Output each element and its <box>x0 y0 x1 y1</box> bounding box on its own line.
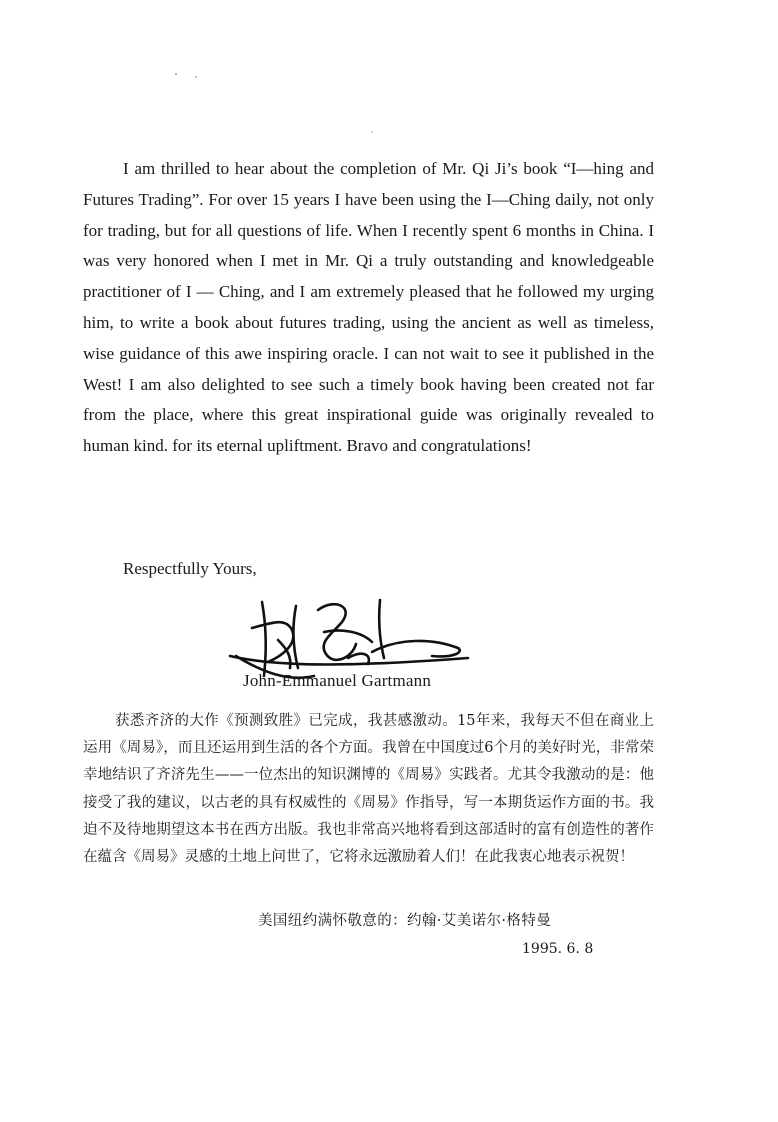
scan-specks <box>0 0 778 160</box>
chinese-translation: 获悉齐济的大作《预测致胜》已完成，我甚感激动。15年来，我每天不但在商业上运用《周易》，而且还运用到生活的各个方面。我曾在中国度过6个月的美好时光，非常荣幸地结识了齐济先生——一位杰出的知识渊博的《周易》实践者。尤其令我激动的是：他接受了我的建议，以古老的具有权威性的《周易》作指导，写一本期货运作方面的书。我迫不及待地期望这本书在西方出版。我也非常高兴地将看到这部适时的富有创造性的著作在蕴含《周易》灵感的土地上问世了，它将永远激励着人们！在此我衷心地表示祝贺！ <box>83 713 654 866</box>
chinese-signature: 美国纽约满怀敬意的：约翰·艾美诺尔·格特曼 <box>258 913 552 929</box>
letter-closing: Respectfully Yours, <box>123 559 257 578</box>
signer-name: John-Emmanuel Gartmann <box>243 671 432 690</box>
letter-date: 1995. 6. 8 <box>522 941 594 957</box>
letter-body: I am thrilled to hear about the completion of Mr. Qi Ji’s book “I—hing and Futures Trading”. For over 15 years I have been using the I—Ching daily, not only for trading, but for all questions of life. When I recently spent 6 months in China. I was very honored when I met in Mr. Qi a truly outstanding and knowledgeable practitioner of I — Ching, and I am extremely pleased that he followed my urging him, to write a book about futures trading, using the ancient as well as timeless, wise guidance of this awe inspiring oracle. I can not wait to see it published in the West! I am also delighted to see such a timely book having been created not far from the place, where this great inspirational guide was originally revealed to human kind. for its eternal upliftment. Bravo and congratulations! <box>83 159 654 456</box>
